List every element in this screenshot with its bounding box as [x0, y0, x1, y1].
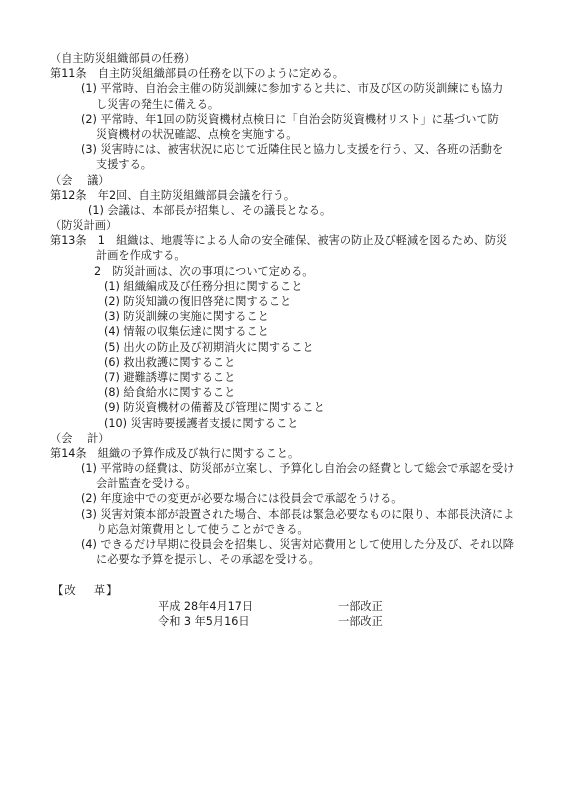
revision-date: 平成 28年4月17日 [158, 599, 254, 613]
list-item: (9) 防災資機材の備蓄及び管理に関すること [104, 401, 325, 415]
revision-note: 一部改正 [338, 615, 383, 629]
clause-continuation: し災害の発生に備える。 [96, 97, 220, 111]
document-body [50, 51, 540, 630]
spacer [50, 567, 540, 581]
clause-continuation: に必要な予算を提示し、その承認を受ける。 [96, 553, 320, 567]
list-item: (6) 救出救護に関すること [104, 355, 236, 369]
article-line: 第13条 1 組織は、地震等による人命の安全確保、被害の防止及び軽減を図るため、防災 [50, 234, 508, 248]
clause-item: (4) できるだけ早期に役員会を招集し、災害対応費用として使用した分及び、それ以降 [81, 538, 514, 551]
clause-item: (2) 平常時、年1回の防災資機材点検日に「自治会防災資機材リスト」に基づいて防 [81, 112, 499, 126]
section-heading: （防災計画） [50, 219, 118, 233]
clause-item: (3) 災害時には、被害状況に応じて近隣住民と協力し支援を行う、又、各班の活動を [81, 143, 504, 157]
list-item: (1) 組織編成及び任務分担に関すること [104, 279, 303, 293]
list-item: (4) 情報の収集伝達に関すること [104, 325, 269, 339]
article-line: 第14条 組織の予算作成及び執行に関すること。 [50, 446, 300, 460]
revision-date: 令和 3 年5月16日 [158, 615, 250, 629]
clause-item: (1) 平常時の経費は、防災部が立案し、予算化し自治会の経費として総会で承認を受け [81, 462, 515, 476]
clause-continuation: り応急対策費用として使うことができる。 [96, 522, 309, 536]
clause-item: (1) 会議は、本部長が招集し、その議長となる。 [88, 203, 332, 217]
clause-continuation: 災資機材の状況確認、点検を実施する。 [96, 127, 298, 141]
list-item: (3) 防災訓練の実施に関すること [104, 310, 269, 324]
list-item: (10) 災害時要援護者支援に関すること [104, 416, 299, 430]
list-item: (2) 防災知識の復旧啓発に関すること [104, 295, 292, 308]
revision-note: 一部改正 [338, 599, 383, 613]
article-line: 第12条 年2回、自主防災組織部員会議を行う。 [50, 188, 296, 202]
clause-continuation: 支援する。 [96, 158, 152, 172]
revision-heading: 【改 革】 [52, 583, 119, 598]
clause-item: (1) 平常時、自治会主催の防災訓練に参加すると共に、市及び区の防災訓練にも協力 [81, 82, 504, 96]
list-item: (8) 給食給水に関すること [104, 386, 236, 400]
section-heading: （会 計） [50, 431, 110, 445]
list-item: (7) 避難誘導に関すること [104, 370, 236, 384]
article-continuation: 計画を作成する。 [96, 249, 186, 263]
clause-item: (3) 災害対策本部が設置された場合、本部長は緊急必要なものに限り、本部長決済によ [81, 507, 515, 521]
revision-row [50, 614, 540, 630]
section-heading: （会 議） [50, 173, 110, 187]
list-item: (5) 出火の防止及び初期消火に関すること [104, 340, 314, 354]
article-line: 第11条 自主防災組織部員の任務を以下のように定める。 [50, 67, 344, 81]
revision-row [50, 599, 540, 615]
clause-continuation: 会計監査を受ける。 [96, 477, 197, 491]
sub-clause: 2 防災計画は、次の事項について定める。 [94, 264, 314, 278]
clause-item: (2) 年度途中での変更が必要な場合には役員会で承認をうける。 [81, 492, 403, 506]
section-heading: （自主防災組織部員の任務） [50, 52, 196, 65]
